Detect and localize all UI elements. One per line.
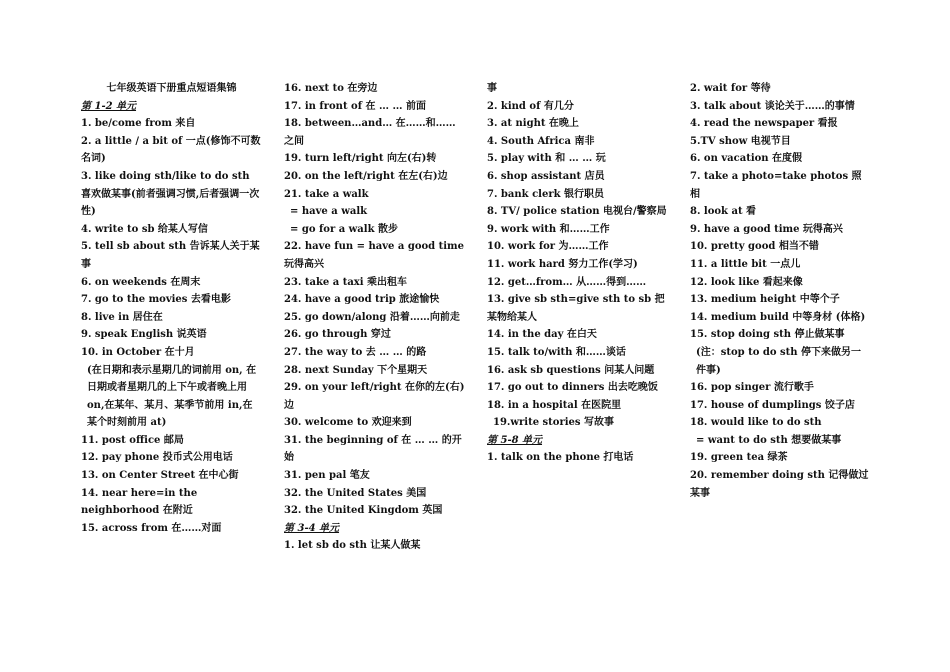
- phrase-line: 1. talk on the phone 打电话: [487, 452, 634, 464]
- phrase-line: 15. talk to/with 和……谈话: [487, 346, 626, 358]
- phrase-line: 6. on vacation 在度假: [690, 153, 803, 165]
- phrase-line: 5.TV show 电视节目: [690, 135, 791, 147]
- phrase-line: 16. next to 在旁边: [284, 83, 378, 94]
- phrase-line: 9. work with 和……工作: [487, 223, 610, 235]
- phrase-line: 22. have fun = have a good time 玩得高兴: [284, 241, 464, 270]
- phrase-line: 2. a little / a bit of 一点(修饰不可数名词): [81, 135, 261, 165]
- phrase-line: 4. South Africa 南非: [487, 135, 595, 147]
- phrase-line: 9. have a good time 玩得高兴: [690, 223, 843, 235]
- phrase-line: 17. house of dumplings 饺子店: [690, 399, 855, 411]
- phrase-line: 24. have a good trip 旅途愉快: [284, 294, 440, 306]
- phrase-line: 15. across from 在……对面: [81, 522, 222, 534]
- phrase-line: 16. ask sb questions 问某人问题: [487, 364, 655, 376]
- phrase-line: 11. work hard 努力工作(学习): [487, 258, 638, 270]
- phrase-line: 20. on the left/right 在左(右)边: [284, 170, 448, 182]
- phrase-line: 27. the way to 去 … … 的路: [284, 346, 427, 358]
- unit-heading: 第 5-8 单元: [487, 434, 543, 446]
- phrase-line: 8. live in 居住在: [81, 311, 163, 323]
- phrase-line: 14. medium build 中等身材 (体格): [690, 311, 866, 323]
- phrase-line: 23. take a taxi 乘出租车: [284, 276, 408, 288]
- phrase-line: 3. talk about 谈论关于……的事情: [690, 100, 855, 112]
- phrase-line: 事: [487, 83, 497, 94]
- phrase-line: 1. be/come from 来自: [81, 118, 196, 130]
- phrase-line: 18. would like to do sth: [690, 417, 822, 429]
- phrase-line: 15. stop doing sth 停止做某事: [690, 329, 845, 341]
- column-1: [81, 80, 262, 537]
- unit-heading: 第 3-4 单元: [284, 522, 340, 534]
- phrase-line: 4. read the newspaper 看报: [690, 118, 838, 130]
- phrase-line: 9. speak English 说英语: [81, 329, 207, 341]
- phrase-note: 19.write stories 写故事: [493, 417, 614, 429]
- phrase-line: 17. go out to dinners 出去吃晚饭: [487, 382, 658, 394]
- phrase-note: (注：stop to do sth 停下来做另一件事): [696, 346, 862, 376]
- phrase-line: 17. in front of 在 … … 前面: [284, 100, 426, 112]
- column-4: [690, 80, 871, 502]
- column-3: [487, 80, 668, 467]
- phrase-line: 12. pay phone 投币式公用电话: [81, 452, 233, 464]
- phrase-line: 29. on your left/right 在你的左(右)边: [284, 382, 465, 411]
- phrase-line: 10. work for 为……工作: [487, 241, 609, 253]
- phrase-line: 16. pop singer 流行歌手: [690, 382, 814, 394]
- phrase-line: 19. turn left/right 向左(右)转: [284, 153, 437, 165]
- phrase-line: 28. next Sunday 下个星期天: [284, 364, 428, 376]
- phrase-note: = go for a walk 散步: [290, 223, 398, 235]
- phrase-line: 14. near here=in the neighborhood 在附近: [81, 487, 198, 517]
- phrase-line: 11. a little bit 一点儿: [690, 258, 801, 270]
- phrase-line: 6. on weekends 在周末: [81, 276, 201, 288]
- phrase-line: 2. kind of 有几分: [487, 100, 574, 112]
- phrase-line: 10. pretty good 相当不错: [690, 241, 819, 253]
- phrase-line: 5. play with 和 … … 玩: [487, 153, 606, 165]
- phrase-line: 26. go through 穿过: [284, 329, 391, 341]
- unit-heading: 第 1-2 单元: [81, 100, 137, 112]
- phrase-line: 6. shop assistant 店员: [487, 170, 605, 182]
- phrase-note: (在日期和表示星期几的词前用 on, 在日期或者星期几的上下午或者晚上用 on,在某年、某月、某季节前用 in,在某个时刻前用 at): [87, 364, 257, 429]
- phrase-note: = want to do sth 想要做某事: [696, 434, 842, 446]
- phrase-line: 31. pen pal 笔友: [284, 470, 370, 482]
- phrase-line: 3. like doing sth/like to do sth 喜欢做某事(前者强调习惯,后者强调一次性): [81, 170, 260, 218]
- phrase-line: 18. between…and… 在……和……之间: [284, 118, 456, 147]
- phrase-line: 32. the United States 美国: [284, 487, 427, 499]
- document-title: 七年级英语下册重点短语集锦: [106, 83, 237, 94]
- phrase-line: 7. go to the movies 去看电影: [81, 294, 231, 306]
- phrase-line: 21. take a walk: [284, 188, 369, 200]
- phrase-line: 20. remember doing sth 记得做过某事: [690, 470, 869, 499]
- phrase-line: 8. TV/ police station 电视台/警察局: [487, 206, 667, 218]
- phrase-line: 30. welcome to 欢迎来到: [284, 417, 412, 429]
- phrase-line: 7. bank clerk 银行职员: [487, 188, 605, 200]
- phrase-line: 13. medium height 中等个子: [690, 294, 840, 306]
- phrase-line: 25. go down/along 沿着……向前走: [284, 311, 460, 323]
- phrase-line: 7. take a photo=take photos 照相: [690, 170, 862, 200]
- phrase-line: 14. in the day 在白天: [487, 329, 597, 341]
- phrase-note: = have a walk: [290, 206, 368, 218]
- phrase-line: 10. in October 在十月: [81, 346, 195, 358]
- phrase-line: 19. green tea 绿茶: [690, 452, 788, 464]
- phrase-line: 3. at night 在晚上: [487, 118, 579, 130]
- phrase-line: 5. tell sb about sth 告诉某人关于某事: [81, 241, 260, 270]
- phrase-line: 11. post office 邮局: [81, 434, 184, 446]
- phrase-line: 12. get…from… 从……得到……: [487, 276, 647, 288]
- phrase-line: 8. look at 看: [690, 206, 757, 218]
- phrase-line: 13. on Center Street 在中心街: [81, 470, 239, 482]
- phrase-line: 12. look like 看起来像: [690, 276, 803, 288]
- phrase-line: 4. write to sb 给某人写信: [81, 223, 208, 235]
- phrase-line: 13. give sb sth=give sth to sb 把某物给某人: [487, 294, 665, 323]
- phrase-line: 31. the beginning of 在 … … 的开始: [284, 434, 462, 464]
- phrase-line: 2. wait for 等待: [690, 83, 771, 94]
- phrase-line: 18. in a hospital 在医院里: [487, 399, 622, 411]
- phrase-line: 32. the United Kingdom 英国: [284, 505, 443, 517]
- phrase-line: 1. let sb do sth 让某人做某: [284, 540, 421, 552]
- column-2: [284, 80, 465, 555]
